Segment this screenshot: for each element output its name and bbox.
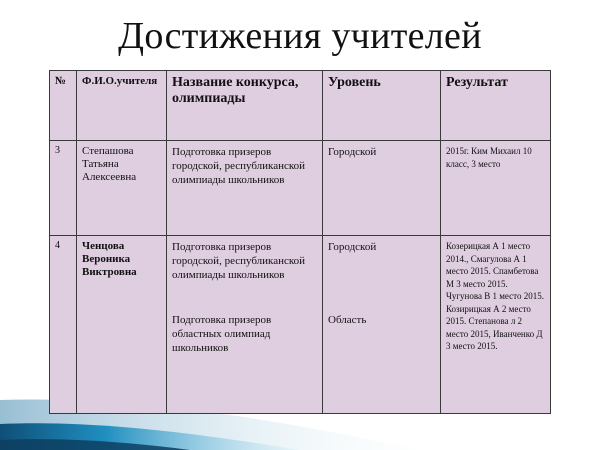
header-number: № — [50, 71, 77, 141]
teacher-name: Ченцова Вероника Виктровна — [77, 236, 167, 414]
header-contest: Название конкурса, олимпиады — [167, 71, 323, 141]
row-number: 3 — [50, 141, 77, 236]
teacher-name: Степашова Татьяна Алексеевна — [77, 141, 167, 236]
result-cell: Козерицкая А 1 место 2014., Смагулова А 1 место 2015. Спамбетова М 3 место 2015. Чугунова В 1 место 2015. Козирицкая А 2 место 2015. Степанова л 2 место 2015, Иванченко Д 3 место 2015. — [441, 236, 551, 414]
contest-entry-city: Подготовка призеров городской, республиканской олимпиады школьников — [172, 241, 306, 282]
slide-title: Достижения учителей — [118, 15, 482, 57]
contest-cell — [167, 236, 323, 414]
contest-cell: Подготовка призеров городской, республиканской олимпиады школьников — [167, 141, 323, 236]
header-teacher-name: Ф.И.О.учителя — [77, 71, 167, 141]
table-row — [50, 141, 551, 236]
level-entry-region: Область — [328, 314, 367, 327]
result-cell: 2015г. Ким Михаил 10 класс, 3 место — [441, 141, 551, 236]
table-row — [50, 236, 551, 414]
level-cell — [323, 236, 441, 414]
header-result: Результат — [441, 71, 551, 141]
level-cell: Городской — [323, 141, 441, 236]
level-entry-city: Городской — [328, 241, 377, 254]
row-number: 4 — [50, 236, 77, 414]
contest-entry-region: Подготовка призеров областных олимпиад школьников — [172, 314, 272, 355]
achievements-table — [49, 70, 551, 414]
table-header-row — [50, 71, 551, 141]
spacer — [328, 254, 435, 313]
header-level: Уровень — [323, 71, 441, 141]
spacer — [172, 282, 317, 313]
